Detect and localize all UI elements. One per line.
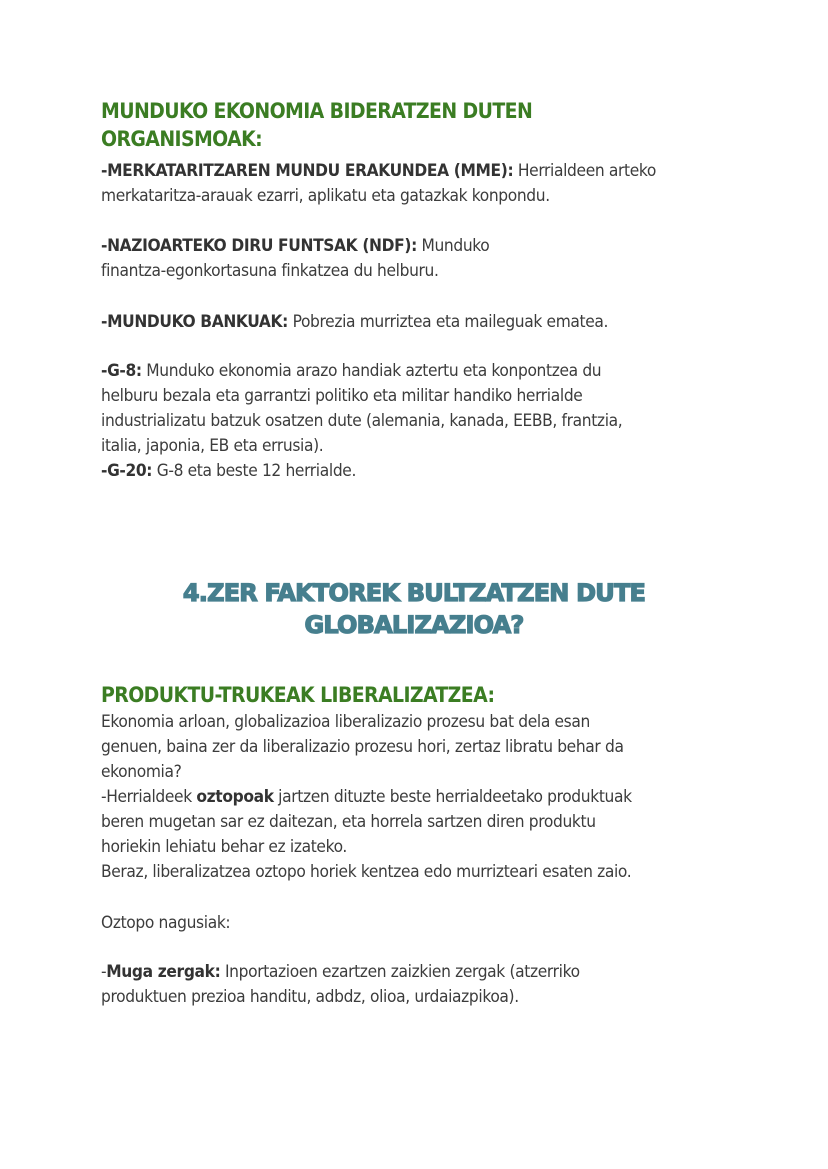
paragraph-g20: [101, 459, 741, 484]
barriers-text: jartzen dituzte beste herrialdeetako produktuak: [273, 787, 632, 807]
section-title: [100, 577, 728, 641]
definition-text: Herrialdeen arteko: [513, 161, 656, 181]
definition-text: helburu bezala eta garrantzi politiko eta militar handiko herrialde: [101, 386, 583, 406]
paragraph-g8: [101, 359, 741, 484]
barriers-text: horiekin lehiatu behar ez izateko.: [101, 837, 347, 857]
definition-text: Inportazioen ezartzen zaizkien zergak (atzerriko: [220, 962, 580, 982]
definition-text: Munduko: [416, 236, 490, 256]
definition-text: finantza-egonkortasuna finkatzea du helburu.: [101, 261, 439, 281]
paragraph-bankuak: [101, 310, 741, 335]
heading-line: ORGANISMOAK:: [101, 127, 263, 151]
intro-line: ekonomia?: [101, 762, 182, 782]
definition-text: Munduko ekonomia arazo handiak aztertu eta konpontzea du: [141, 361, 602, 381]
section-title-line: GLOBALIZAZIOA?: [304, 611, 524, 639]
intro-line: Ekonomia arloan, globalizazioa liberalizazio prozesu bat dela esan: [101, 712, 590, 732]
main-barriers-label: Oztopo nagusiak:: [101, 913, 231, 933]
definition-text: industrializatu batzuk osatzen dute (alemania, kanada, EEBB, frantzia,: [101, 411, 623, 431]
definition-text: italia, japonia, EB eta errusia).: [101, 436, 324, 456]
definition-text: Pobrezia murriztea eta maileguak ematea.: [288, 312, 609, 332]
liberalization-heading: PRODUKTU-TRUKEAK LIBERALIZATZEA:: [101, 683, 495, 707]
paragraph-intro: [101, 710, 741, 885]
term-label: -MERKATARITZAREN MUNDU ERAKUNDEA (MME):: [101, 161, 514, 181]
section-title-line: 4.ZER FAKTOREK BULTZATZEN DUTE: [182, 579, 646, 607]
paragraph-tariffs: [101, 960, 741, 1010]
term-label: -G-8:: [101, 361, 142, 381]
term-label: -MUNDUKO BANKUAK:: [101, 312, 289, 332]
term-label: Muga zergak:: [106, 962, 221, 982]
barriers-prefix: -Herrialdeek: [101, 787, 197, 807]
paragraph-mme: [101, 159, 741, 209]
definition-text: produktuen prezioa handitu, adbdz, olioa, urdaiazpikoa).: [101, 987, 519, 1007]
term-label: -G-20:: [101, 461, 153, 481]
tariffs-prefix: -: [101, 962, 107, 982]
heading-line: MUNDUKO EKONOMIA BIDERATZEN DUTEN: [101, 99, 533, 123]
paragraph-ndf: [101, 234, 741, 284]
term-label: -NAZIOARTEKO DIRU FUNTSAK (NDF):: [101, 236, 417, 256]
organizations-heading: [101, 97, 532, 153]
barriers-text: beren mugetan sar ez daitezan, eta horrela sartzen diren produktu: [101, 812, 596, 832]
definition-text: merkataritza-arauak ezarri, aplikatu eta gatazkak konpondu.: [101, 186, 550, 206]
conclusion-text: Beraz, liberalizatzea oztopo horiek kentzea edo murrizteari esaten zaio.: [101, 862, 632, 882]
barriers-bold-word: oztopoak: [196, 787, 274, 807]
definition-text: G-8 eta beste 12 herrialde.: [152, 461, 357, 481]
intro-line: genuen, baina zer da liberalizazio prozesu hori, zertaz libratu behar da: [101, 737, 624, 757]
